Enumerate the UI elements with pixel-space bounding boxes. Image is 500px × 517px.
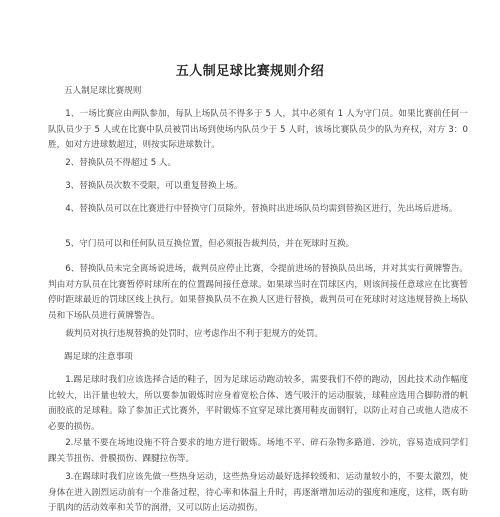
note-paragraph-1: 1.踢足球时我们应该选择合适的鞋子，因为足球运动跑动较多，需要我们不停的跑动，因此技术动作幅度比较大，出汗量也较大，所以要参加锻炼时应身着宽松合体、透气吸汗的运动服装，球鞋应选用合脚防滑的帆面胶底的足球鞋。除了参加正式比赛外，平时锻炼不宜穿足球比赛用鞋皮面钢钉，以防止对自己或他人造成不必要的损伤。 (48, 375, 468, 432)
note-paragraph-3: 3.在踢球时我们应该先做一些热身运动，这些热身运动最好选择较缓和、运动量较小的，不要太激烈，使身体在进入剧烈运动前有一个准备过程，待心率和体温上升时，再逐渐增加运动的强度和速度，这样，既有助于肌肉的活动效率和关节的润滑，又可以防止运动损伤。 (48, 472, 468, 513)
note-paragraph-2: 2.尽量不要在场地设施不符合要求的地方进行锻炼。场地不平、碎石杂物多路道、沙坑，容易造成同学们踝关节扭伤、骨膜损伤、踝腱拉伤等。 (48, 438, 468, 464)
rule-paragraph-2: 2、替换队员不得超过 5 人。 (65, 158, 177, 168)
rule-paragraph-1: 1、一场比赛应由两队参加，每队上场队员不得多于 5 人，其中必须有 1 人为守门员。如果比赛前任何一队队员少于 5 人或在比赛中队员被罚出场到使场内队员少于 5 人时，该场比赛队员少的队为弃权，对方 3：0 胜，如对方进球数超过，则按实际进球数计。 (48, 109, 468, 150)
rule-paragraph-6: 6、替换队员未完全离场说进场，裁判员应停止比赛，令提前进场的替换队员出场，并对其实行黄牌警告。判由对方队员在比赛暂停时球所在的位置踢间接任意球。如果球当时在罚球区内，则该间接任意球应在比赛暂停时距球最近的罚球区线上执行。如果替换队员不在换人区进行替换，裁判员可在死球时对这违规替换上场队员和下场队员进行黄牌警告。 (48, 264, 468, 321)
referee-note-paragraph: 裁判员对执行违规替换的处罚时，应考虑作出不利于犯规方的处罚。 (65, 329, 324, 339)
rule-paragraph-5: 5、守门员可以和任何队员互换位置，但必须报告裁判员，并在死球时互换。 (65, 239, 355, 249)
rule-paragraph-3: 3、替换队员次数不受限，可以重复替换上场。 (65, 181, 243, 191)
rule-paragraph-4: 4、替换队员可以在比赛进行中替换守门员除外，替换时出进场队员均需到替换区进行，先出场后进场。 (65, 204, 458, 214)
document-title: 五人制足球比赛规则介绍 (175, 64, 325, 79)
section-heading-rules: 五人制足球比赛规则 (64, 86, 142, 96)
section-heading-notes: 踢足球的注意事项 (64, 352, 133, 362)
